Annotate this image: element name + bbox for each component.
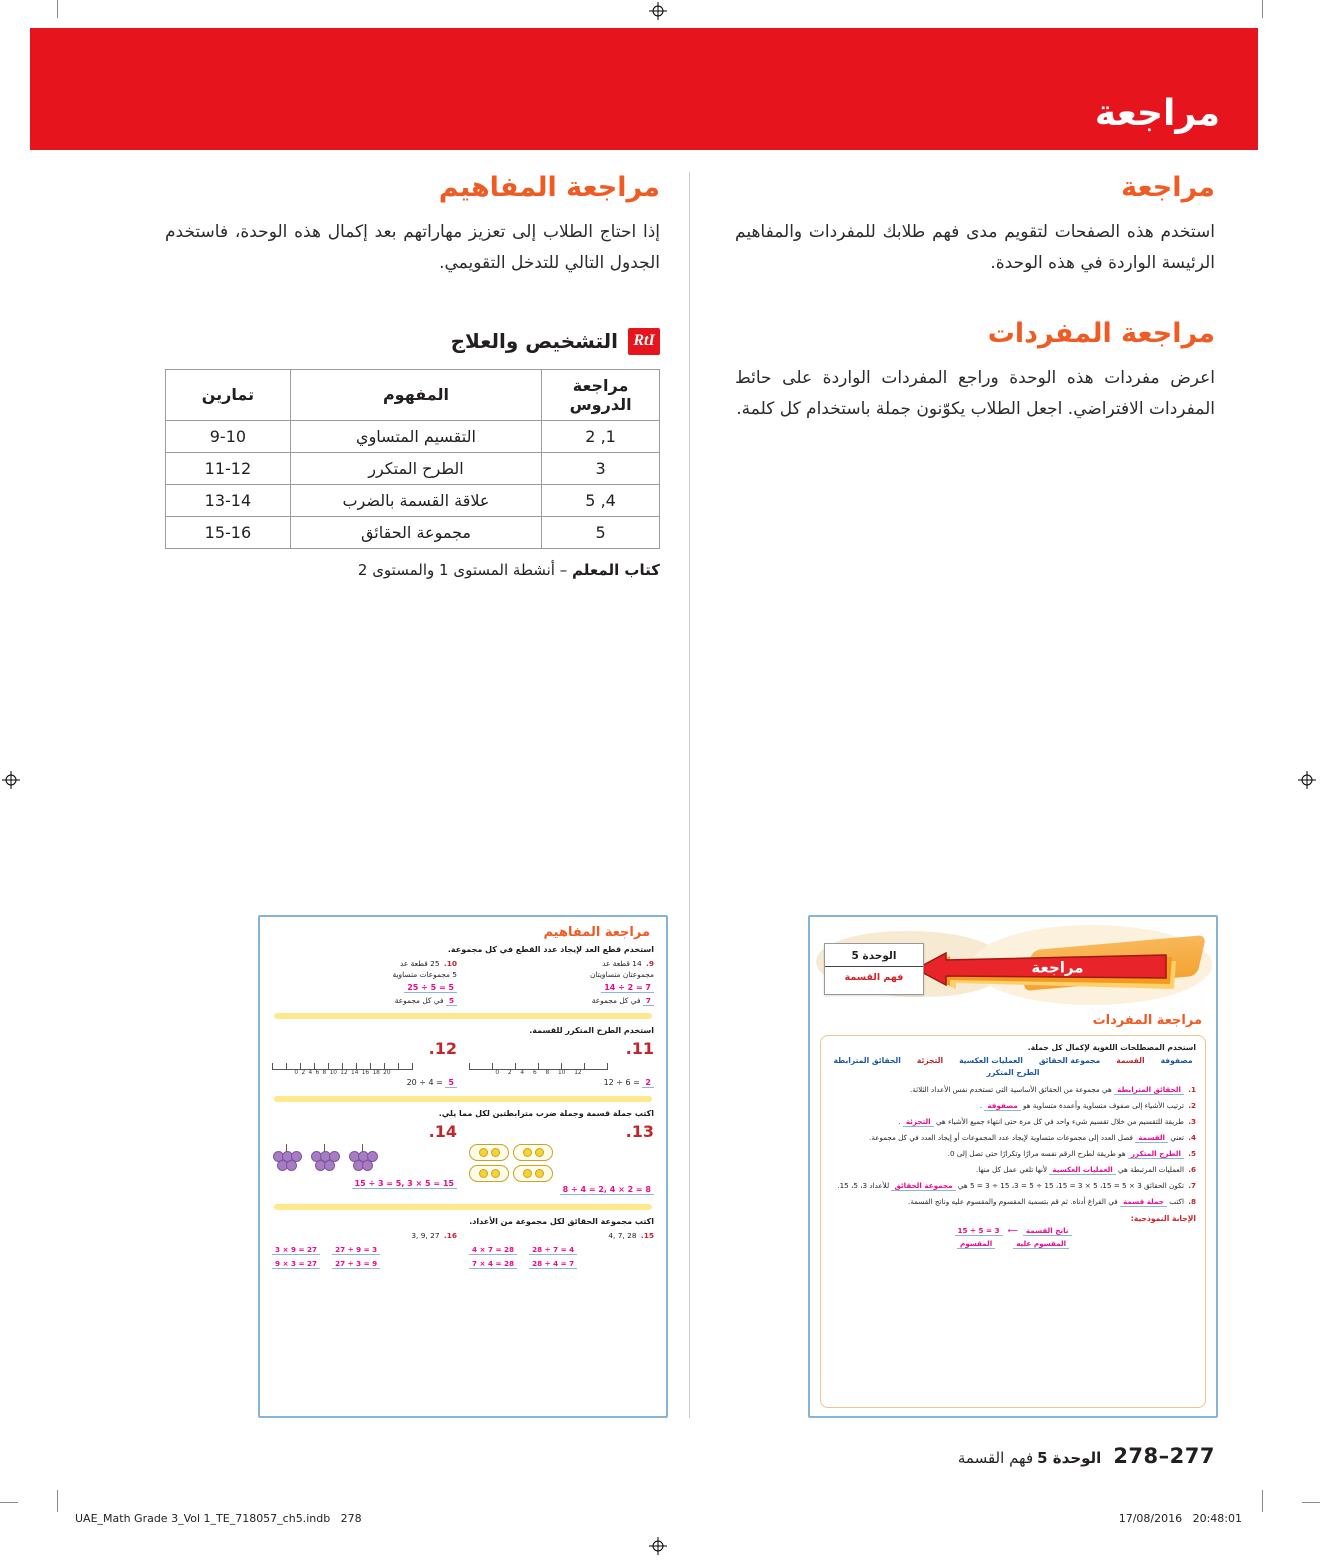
- cell-exercises: 9-10: [166, 420, 291, 452]
- item-text: فصل العدد إلى مجموعات متساوية لإيجاد عدد المجموعات أو إيجاد العدد في كل مجموعة.: [869, 1133, 1133, 1143]
- table-row: [166, 420, 660, 452]
- decorative-header: [816, 925, 1210, 1009]
- exercise-9: [469, 958, 654, 1006]
- rti-label: التشخيص والعلاج: [450, 329, 618, 354]
- item-number: 3.: [1188, 1117, 1196, 1127]
- fact: 28 ÷ 4 = 7: [529, 1259, 577, 1269]
- item-text: 5 مجموعات متساوية: [392, 970, 457, 980]
- item-text: .: [898, 1117, 901, 1127]
- teacher-book-note: [165, 561, 660, 579]
- concept-review-column: [165, 172, 660, 579]
- vocab-review-section: [820, 1013, 1206, 1408]
- cell-lessons: 4, 5: [542, 484, 660, 516]
- item-number: 12.: [428, 1039, 457, 1059]
- table-row: [166, 484, 660, 516]
- col-header-concept: المفهوم: [290, 369, 541, 420]
- page-range: 277–278: [1113, 1444, 1215, 1468]
- registration-mark-top: [649, 2, 667, 20]
- equation-stem: 12 ÷ 6 =: [603, 1078, 640, 1088]
- print-timestamp: 17/08/2016 20:48:01: [1118, 1512, 1242, 1525]
- vocab-panel: [820, 1035, 1206, 1408]
- section-instruction: استخدم الطرح المتكرر للقسمة.: [529, 1026, 654, 1036]
- lemon-group: [469, 1144, 509, 1161]
- review-column: [735, 172, 1215, 426]
- fact-family: [469, 1245, 654, 1269]
- word-bank-term: مصفوفة: [1160, 1056, 1193, 1065]
- page-footer-reference: [735, 1444, 1215, 1468]
- left-arrow-icon: ⟵: [1007, 1226, 1018, 1236]
- exercise-12: [272, 1039, 457, 1089]
- lemon-icon: [535, 1169, 544, 1178]
- item-text: العمليات المرتبطة هي: [1118, 1165, 1184, 1175]
- fact: 4 × 7 = 28: [469, 1245, 517, 1255]
- vocab-item: [830, 1116, 1196, 1128]
- item-text: في الفراغ أدناه. ثم قم بتسمية المقسوم والمقسوم عليه وناتج القسمة.: [908, 1197, 1118, 1207]
- crop-mark: [1302, 1502, 1320, 1503]
- grape-clusters-image: [272, 1144, 457, 1176]
- print-file-info: UAE_Math Grade 3_Vol 1_TE_718057_ch5.indb 278: [75, 1512, 362, 1525]
- section-instruction: اكتب مجموعة الحقائق لكل مجموعة من الأعداد.: [469, 1217, 654, 1227]
- vocab-item: [830, 1196, 1196, 1208]
- word-bank-term: الطرح المتكرر: [986, 1068, 1040, 1077]
- vocab-item: [830, 1084, 1196, 1096]
- rti-row: [165, 328, 660, 355]
- teacher-book-note-rest: – أنشطة المستوى 1 والمستوى 2: [357, 560, 568, 579]
- vocab-instruction: استخدم المصطلحات اللغوية لإكمال كل جملة.: [1027, 1043, 1196, 1052]
- fact: 27 ÷ 9 = 3: [332, 1245, 380, 1255]
- item-number: 7.: [1188, 1181, 1196, 1191]
- lemon-group: [513, 1165, 553, 1182]
- word-bank-term: مجموعة الحقائق: [1038, 1056, 1101, 1065]
- item-number: 2.: [1188, 1101, 1196, 1111]
- vocab-review-body: اعرض مفردات هذه الوحدة وراجع المفردات الواردة على حائط المفردات الافتراضي. اجعل الطلاب يكوّنون جملة باستخدام كل كلمة.: [735, 367, 1215, 420]
- concept-review-body: إذا احتاج الطلاب إلى تعزيز مهاراتهم بعد إكمال هذه الوحدة، فاستخدم الجدول التالي للتدخل التقويمي.: [165, 222, 660, 274]
- item-answer: القسمة: [1135, 1133, 1168, 1143]
- item-answer: 5: [446, 996, 457, 1006]
- lemon-icon: [491, 1169, 500, 1178]
- exercise-11: [469, 1039, 654, 1089]
- cell-lessons: 1, 2: [542, 420, 660, 452]
- item-text: مجموعتان متساويتان: [589, 970, 654, 980]
- lemon-icon: [479, 1169, 488, 1178]
- equation-stem: 20 ÷ 4 =: [406, 1078, 443, 1088]
- word-bank-term: التجزئة: [916, 1056, 944, 1065]
- item-answer: 5: [445, 1078, 457, 1088]
- item-answer: 14 ÷ 2 = 7: [601, 983, 654, 993]
- sample-answer-block: [830, 1214, 1196, 1249]
- crop-mark: [57, 1490, 58, 1512]
- vocab-item: [830, 1132, 1196, 1144]
- fact: 9 × 3 = 27: [272, 1259, 320, 1269]
- grape-icon: [286, 1160, 297, 1171]
- grapes-icon: [310, 1144, 340, 1176]
- item-text: طريقة للتقسيم من خلال تقسيم شيء واحد في كل مرة حتى انتهاء جميع الأشياء هي: [935, 1117, 1184, 1127]
- registration-mark-bottom: [649, 1537, 667, 1555]
- item-answer: مجموعة الحقائق: [891, 1181, 955, 1191]
- item-number: 8.: [1188, 1197, 1196, 1207]
- item-answer: 7: [643, 996, 654, 1006]
- crop-mark: [1262, 0, 1263, 18]
- number-line-bar: [469, 1063, 608, 1070]
- item-numbers: 3, 9, 27: [411, 1231, 440, 1241]
- crop-mark: [57, 0, 58, 18]
- sample-equation-row: [830, 1226, 1196, 1236]
- fact: 27 ÷ 3 = 9: [332, 1259, 380, 1269]
- student-page-278-thumbnail: [258, 915, 668, 1418]
- grapes-icon: [272, 1144, 302, 1176]
- lemon-icon: [523, 1148, 532, 1157]
- lemon-icon: [491, 1148, 500, 1157]
- item-number: 6.: [1188, 1165, 1196, 1175]
- grape-icon: [324, 1160, 335, 1171]
- item-text: تكون الحقائق 3 × 5 = 15، 5 × 3 = 15، 15 ÷ 5 = 3، 15 ÷ 3 = 5 هي: [957, 1181, 1184, 1191]
- item-answer: 8 ÷ 4 = 2, 4 × 2 = 8: [560, 1185, 654, 1195]
- lemon-icon: [479, 1148, 488, 1157]
- exercise-16: [272, 1230, 457, 1268]
- sample-equation: 15 ÷ 5 = 3: [955, 1226, 1003, 1236]
- rti-badge: RtI: [628, 328, 660, 355]
- item-number: 15.: [640, 1231, 654, 1241]
- exercise-10: [272, 958, 457, 1006]
- item-numbers: 4, 7, 28: [608, 1231, 637, 1241]
- cell-concept: مجموعة الحقائق: [290, 516, 541, 548]
- cell-lessons: 5: [542, 516, 660, 548]
- vocab-item: [830, 1180, 1196, 1192]
- number-line: [272, 1063, 457, 1076]
- vocab-items: [830, 1084, 1196, 1208]
- cell-concept: التقسيم المتساوي: [290, 420, 541, 452]
- exercise-row: [272, 958, 654, 1006]
- item-number: 1.: [1188, 1085, 1196, 1094]
- cell-exercises: 13-14: [166, 484, 291, 516]
- item-text: هو طريقة لطرح الرقم نفسه مرارًا وتكرارًا حتى تصل إلى 0.: [947, 1149, 1126, 1159]
- unit-number: الوحدة 5: [825, 944, 923, 967]
- item-number: 10.: [443, 959, 457, 968]
- cell-exercises: 11-12: [166, 452, 291, 484]
- lemon-icon: [523, 1169, 532, 1178]
- item-answer: 25 ÷ 5 = 5: [404, 983, 457, 993]
- lemon-icon: [535, 1148, 544, 1157]
- review-body: استخدم هذه الصفحات لتقويم مدى فهم طلابك للمفردات والمفاهيم الرئيسة الواردة في هذه الوحدة.: [735, 222, 1215, 274]
- item-number: 4.: [1188, 1133, 1196, 1143]
- exercise-row: [272, 1122, 654, 1197]
- lemon-group: [469, 1165, 509, 1182]
- crop-mark: [1262, 1490, 1263, 1512]
- exercise-row: [272, 1039, 654, 1089]
- word-bank-term: القسمة: [1116, 1056, 1145, 1065]
- concept-review-section: [272, 925, 654, 1408]
- registration-mark-right: [1298, 771, 1316, 789]
- item-number: 16.: [443, 1231, 457, 1241]
- item-text: في كل مجموعة: [591, 995, 641, 1005]
- arrow-label: مراجعة: [1031, 958, 1084, 977]
- sample-term-labels: [830, 1239, 1196, 1249]
- number-line-bar: [272, 1063, 413, 1070]
- grapes-icon: [348, 1144, 378, 1176]
- review-heading: مراجعة: [1121, 172, 1215, 203]
- item-number: 13.: [625, 1122, 654, 1142]
- fact: 28 ÷ 7 = 4: [529, 1245, 577, 1255]
- vocab-item: [830, 1164, 1196, 1176]
- item-text: .: [979, 1101, 983, 1111]
- item-answer: 2: [642, 1078, 654, 1088]
- vocab-item: [830, 1148, 1196, 1160]
- item-answer: الحقائق المترابطة: [1114, 1085, 1184, 1095]
- section-instruction: اكتب جملة قسمة وجملة ضرب مترابطتين لكل مما يلي.: [438, 1109, 654, 1119]
- item-text: للأعداد 3، 5، 15.: [837, 1181, 890, 1191]
- vocab-review-heading: مراجعة المفردات: [987, 317, 1215, 349]
- item-answer: 15 ÷ 3 = 5, 3 × 5 = 15: [352, 1179, 457, 1189]
- word-bank-term: الحقائق المترابطة: [833, 1056, 901, 1065]
- number-line: [469, 1063, 654, 1076]
- item-answer: العمليات العكسية: [1049, 1165, 1115, 1175]
- item-text: لأنها تلغي عمل كل منها.: [975, 1165, 1048, 1175]
- table-row: [166, 516, 660, 548]
- item-text: ترتيب الأشياء إلى صفوف متساوية وأعمدة متساوية هو: [1022, 1101, 1184, 1111]
- word-bank-term: العمليات العكسية: [959, 1056, 1023, 1065]
- yellow-divider: [274, 1096, 652, 1102]
- item-text: في كل مجموعة: [394, 995, 444, 1005]
- unit-tab: [824, 943, 924, 995]
- rti-intervention-table: [165, 369, 660, 549]
- review-arrow-banner: [916, 947, 1178, 991]
- fact: 7 × 4 = 28: [469, 1259, 517, 1269]
- cell-lessons: 3: [542, 452, 660, 484]
- table-row: [166, 452, 660, 484]
- exercise-row: [272, 1230, 654, 1268]
- item-text: هي مجموعة من الحقائق الأساسية التي تستخدم نفس الأعداد الثلاثة.: [909, 1085, 1112, 1094]
- teacher-book-note-bold: كتاب المعلم: [572, 560, 660, 579]
- cell-concept: الطرح المتكرر: [290, 452, 541, 484]
- grape-icon: [362, 1160, 373, 1171]
- yellow-divider: [274, 1204, 652, 1210]
- section-instruction: استخدم قطع العد لإيجاد عدد القطع في كل مجموعة.: [447, 945, 654, 954]
- item-number: 14.: [428, 1122, 457, 1142]
- banner-title: مراجعة: [1094, 93, 1220, 134]
- fact: 3 × 9 = 27: [272, 1245, 320, 1255]
- item-answer: الطرح المتكرر: [1128, 1149, 1184, 1159]
- sample-answer-label: الإجابة النموذجية:: [1130, 1213, 1196, 1223]
- item-number: 9.: [646, 959, 654, 968]
- item-answer: جملة قسمة: [1120, 1197, 1167, 1207]
- item-number: 11.: [625, 1039, 654, 1059]
- table-header-row: [166, 369, 660, 420]
- dividend-label: المقسوم: [957, 1239, 995, 1249]
- exercise-13: [469, 1122, 654, 1197]
- quotient-label: ناتج القسمة: [1023, 1226, 1072, 1236]
- item-text: تعني: [1170, 1133, 1184, 1143]
- registration-mark-left: [2, 771, 20, 789]
- chapter-banner: [30, 28, 1258, 150]
- item-number: 5.: [1188, 1149, 1196, 1159]
- unit-reference: [958, 1449, 1101, 1467]
- word-bank: [830, 1056, 1196, 1077]
- item-text: 14 قطعة عد: [602, 959, 642, 968]
- yellow-divider: [274, 1013, 652, 1019]
- unit-label: الوحدة 5: [1037, 1449, 1102, 1467]
- vocab-item: [830, 1100, 1196, 1112]
- number-line-ticks: 0 2 4 6 8 10 12: [495, 1070, 582, 1077]
- fact-family: [272, 1245, 457, 1269]
- lemon-groups-image: [469, 1144, 654, 1182]
- number-line-ticks: 0 2 4 6 8 10 12 14 16 18 20: [294, 1070, 391, 1077]
- cell-exercises: 15-16: [166, 516, 291, 548]
- item-text: اكتب: [1169, 1197, 1184, 1207]
- lemon-group: [513, 1144, 553, 1161]
- exercise-14: [272, 1122, 457, 1197]
- cell-concept: علاقة القسمة بالضرب: [290, 484, 541, 516]
- unit-title: فهم القسمة: [957, 1449, 1034, 1467]
- concept-section-heading: مراجعة المفاهيم: [543, 925, 650, 940]
- divisor-label: المقسوم عليه: [1013, 1239, 1069, 1249]
- item-answer: مصفوفة: [984, 1101, 1020, 1111]
- item-answer: التجزئة: [903, 1117, 934, 1127]
- column-divider: [689, 172, 690, 1418]
- item-text: 25 قطعة عد: [400, 959, 440, 968]
- student-page-277-thumbnail: [808, 915, 1218, 1418]
- exercise-15: [469, 1230, 654, 1268]
- crop-mark: [0, 1502, 18, 1503]
- concept-review-heading: مراجعة المفاهيم: [438, 172, 660, 203]
- vocab-section-heading: مراجعة المفردات: [1092, 1013, 1202, 1028]
- unit-title-small: فهم القسمة: [844, 972, 904, 983]
- col-header-lessons: مراجعة الدروس: [542, 369, 660, 420]
- col-header-exercises: تمارين: [166, 369, 291, 420]
